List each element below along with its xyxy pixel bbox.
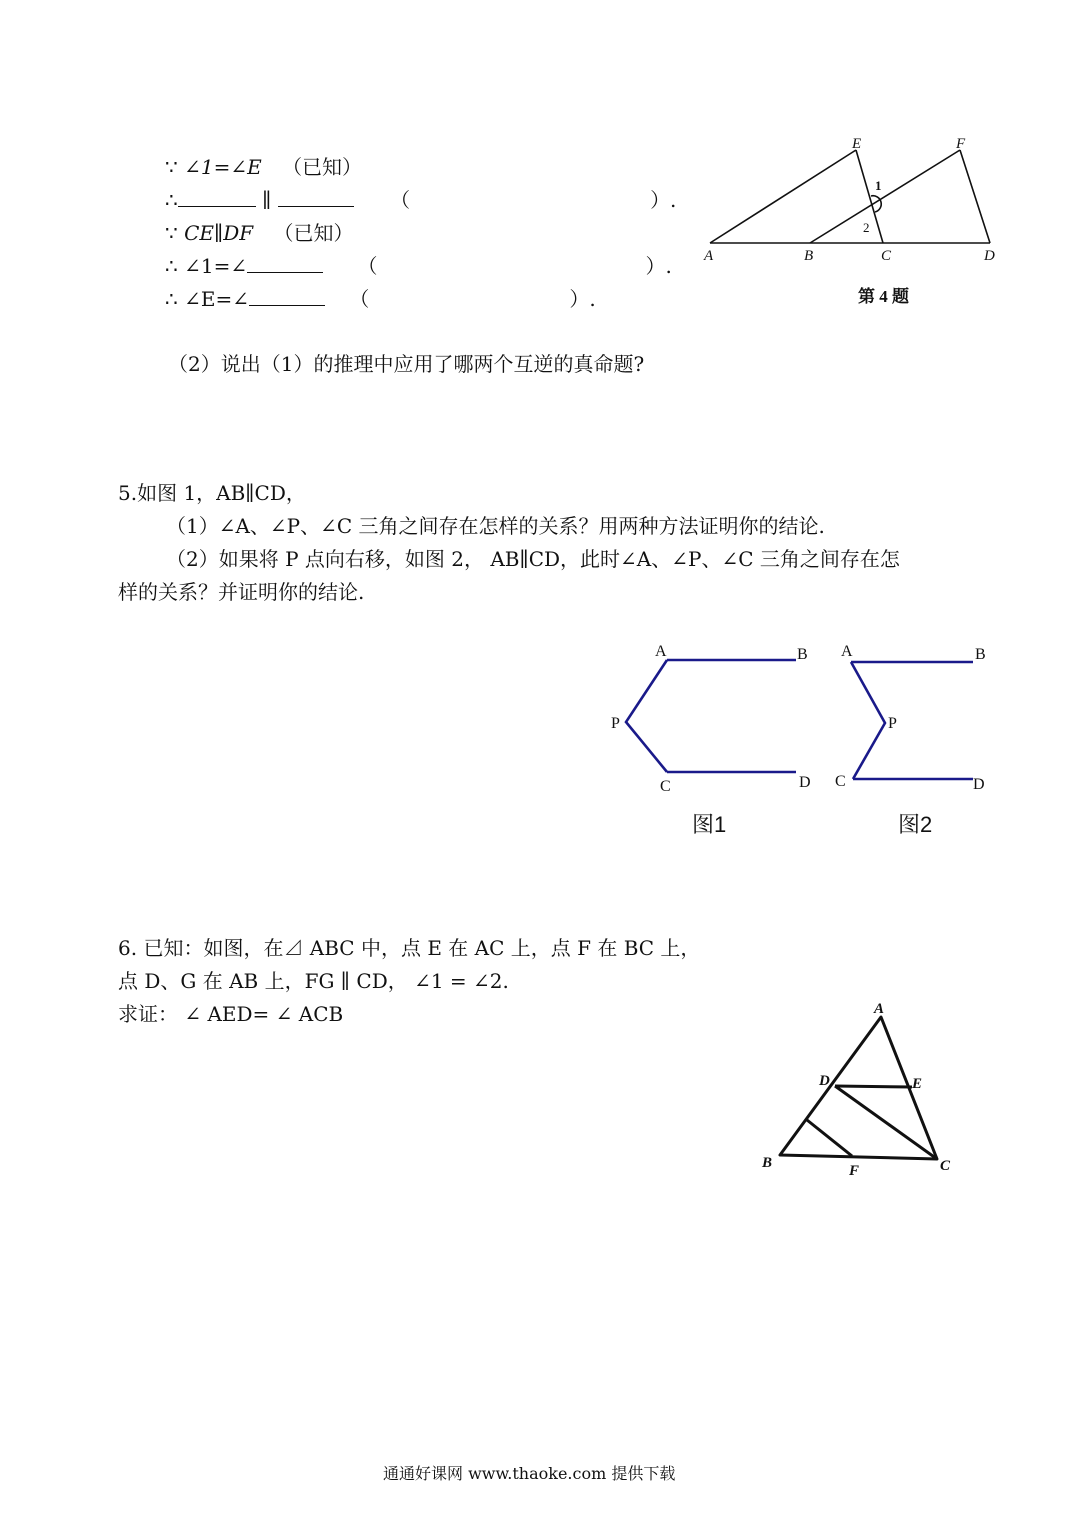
reason-open-paren: （ [357, 254, 378, 278]
fig1-label-B: B [797, 646, 808, 663]
segment-DE [835, 1086, 912, 1087]
line-APC [851, 662, 885, 779]
answer-blank-1[interactable] [178, 188, 256, 207]
reason-close-paren: ）. [645, 254, 672, 278]
because-symbol: ∵ [165, 155, 178, 179]
answer-blank-4[interactable] [249, 287, 325, 306]
q6-line3: 求证： ∠ AED= ∠ ACB [118, 1002, 344, 1026]
fig2-label-C: C [835, 773, 846, 790]
label-B: B [804, 248, 814, 264]
q6-line1: 6. 已知：如图，在⊿ ABC 中，点 E 在 AC 上，点 F 在 BC 上， [118, 936, 701, 960]
label-C: C [881, 248, 892, 264]
label-A: A [874, 1001, 885, 1017]
q4-line-1-note: （已知） [282, 155, 363, 179]
fig2-label-A: A [841, 643, 853, 660]
page-footer: 通通好课网 www.thaoke.com 提供下载 [383, 1464, 676, 1483]
q6-line2: 点 D、G 在 AB 上，FG ∥ CD， ∠1 = ∠2. [118, 969, 509, 993]
angle-label-1: 1 [875, 178, 882, 193]
line-AE [710, 150, 856, 243]
q4-line-3-text: CE∥DF [184, 221, 254, 245]
line-APC [626, 660, 667, 772]
therefore-symbol: ∴ [165, 188, 178, 212]
q5-figure-2 [830, 635, 1000, 845]
line-FD [960, 150, 990, 243]
answer-blank-3[interactable] [247, 254, 323, 273]
fig1-label-A: A [655, 643, 667, 660]
q4-line-1-text: ∠1=∠E [184, 155, 262, 179]
because-symbol: ∵ [165, 221, 178, 245]
label-E: E [852, 136, 862, 152]
reason-open-paren: （ [390, 188, 411, 212]
label-C: C [940, 1158, 951, 1174]
parallel-symbol: ∥ [262, 188, 272, 212]
label-B: B [762, 1155, 773, 1171]
q5-part1: （1）∠A、∠P、∠C 三角之间存在怎样的关系？用两种方法证明你的结论. [166, 514, 825, 538]
label-F: F [956, 136, 966, 152]
label-D: D [984, 248, 995, 264]
q4-line-2 [165, 188, 676, 212]
reason-open-paren: （ [349, 287, 370, 311]
fig1-caption: 图1 [692, 812, 727, 837]
label-E: E [912, 1076, 923, 1092]
q4-line-4 [165, 254, 672, 278]
q4-figure [695, 130, 1005, 315]
fig1-label-P: P [611, 715, 620, 732]
label-D: D [819, 1073, 830, 1089]
therefore-symbol: ∴ [165, 254, 178, 278]
therefore-symbol: ∴ [165, 287, 178, 311]
q4-line-1 [165, 155, 362, 179]
q5-part2-line2: 样的关系？并证明你的结论. [118, 580, 365, 604]
q5-part2-line1: （2）如果将 P 点向右移，如图 2， AB∥CD，此时∠A、∠P、∠C 三角之间存在怎 [166, 547, 900, 571]
q4-line-5 [165, 287, 596, 311]
fig1-label-C: C [660, 778, 671, 795]
q5-title: 5.如图 1，AB∥CD， [118, 481, 306, 505]
fig2-caption: 图2 [898, 812, 933, 837]
q4-line-3-note: （已知） [273, 221, 354, 245]
segment-GF [807, 1120, 852, 1156]
fig2-label-P: P [888, 715, 897, 732]
q4-part2: （2）说出（1）的推理中应用了哪两个互逆的真命题? [168, 352, 645, 376]
angle-label-2: 2 [863, 220, 870, 235]
q5-figure-1 [600, 635, 830, 845]
q4-figure-caption: 第 4 题 [858, 287, 909, 306]
answer-blank-2[interactable] [278, 188, 354, 207]
label-A: A [704, 248, 714, 264]
fig2-label-D: D [973, 776, 985, 793]
fig1-label-D: D [799, 774, 811, 791]
q4-line-5-text: ∠E=∠ [184, 287, 249, 311]
fig2-label-B: B [975, 646, 986, 663]
line-BF [810, 150, 960, 243]
reason-close-paren: ）. [569, 287, 596, 311]
label-F: F [849, 1163, 860, 1179]
q4-line-4-text: ∠1=∠ [184, 254, 248, 278]
q4-line-3 [165, 221, 354, 245]
q6-figure [755, 995, 970, 1185]
reason-close-paren: ）. [650, 188, 677, 212]
line-EC [856, 150, 883, 243]
